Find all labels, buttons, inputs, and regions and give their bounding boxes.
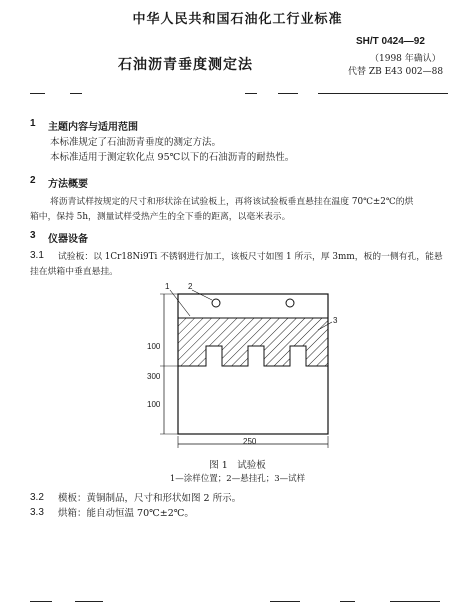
section-2-line-1: 将沥青试样按规定的尺寸和形状涂在试验板上，再将该试验板垂直悬挂在温度 70℃±2℃的烘 — [50, 197, 414, 207]
item-3-2-text: 模板：黄铜制品，尺寸和形状如图 2 所示。 — [58, 493, 242, 504]
section-1-number: 1 — [30, 118, 36, 129]
header-rule-segment — [278, 93, 298, 94]
dimension-label-width: 250 — [243, 437, 257, 446]
footer-rule-segment — [270, 601, 300, 602]
item-3-3-text: 烘箱：能自动恒温 70℃±2℃。 — [58, 508, 194, 519]
footer-rule-segment — [30, 601, 52, 602]
callout-leader-2 — [192, 290, 212, 300]
item-3-3-number: 3.3 — [30, 507, 44, 518]
callout-label-3: 3 — [333, 316, 338, 325]
figure-legend: 1—涂样位置；2—悬挂孔；3—试样 — [169, 474, 306, 484]
section-3-number: 3 — [30, 230, 36, 241]
sample-coated-area — [178, 318, 328, 366]
standard-org-title: 中华人民共和国石油化工行业标准 — [132, 12, 343, 27]
callout-label-1: 1 — [165, 282, 170, 291]
section-2-heading: 方法概要 — [48, 179, 88, 190]
hanging-hole — [212, 299, 220, 307]
section-2-line-2: 箱中，保持 5h，测量试样受热产生的全下垂的距离，以毫米表示。 — [30, 212, 291, 222]
standard-replace-note: 代替 ZB E43 002—88 — [348, 67, 444, 77]
section-1-line-2: 本标准适用于测定软化点 95℃以下的石油沥青的耐热性。 — [50, 152, 295, 163]
header-rule-segment — [30, 93, 45, 94]
section-3-heading: 仪器设备 — [48, 234, 88, 245]
footer-rule-segment — [75, 601, 103, 602]
item-3-1-line-1: 试验板：以 1Cr18Ni9Ti 不锈钢进行加工，该板尺寸如图 1 所示，厚 3mm，板的一侧有孔，能悬 — [58, 252, 443, 262]
dimension-label-upper: 100 — [147, 342, 161, 351]
footer-rule-segment — [390, 601, 440, 602]
dimension-label-lower: 100 — [147, 400, 161, 409]
figure-caption: 图 1 试验板 — [209, 460, 266, 471]
header-rule-segment — [70, 93, 82, 94]
header-rule-segment — [318, 93, 448, 94]
item-3-1-number: 3.1 — [30, 250, 44, 261]
item-3-1-line-2: 挂在烘箱中垂直悬挂。 — [30, 267, 118, 277]
standard-year-note: （1998 年确认） — [370, 54, 441, 64]
section-1-heading: 主题内容与适用范围 — [48, 122, 138, 133]
test-plate-figure — [150, 286, 345, 461]
footer-rule-segment — [340, 601, 355, 602]
dimension-label-height: 300 — [147, 372, 161, 381]
section-1-line-1: 本标准规定了石油沥青垂度的测定方法。 — [50, 137, 222, 148]
document-title: 石油沥青垂度测定法 — [118, 57, 253, 73]
section-2-number: 2 — [30, 175, 36, 186]
item-3-2-number: 3.2 — [30, 492, 44, 503]
callout-label-2: 2 — [188, 282, 193, 291]
standard-number: SH/T 0424—92 — [356, 36, 425, 47]
header-rule-segment — [245, 93, 257, 94]
hanging-hole — [286, 299, 294, 307]
